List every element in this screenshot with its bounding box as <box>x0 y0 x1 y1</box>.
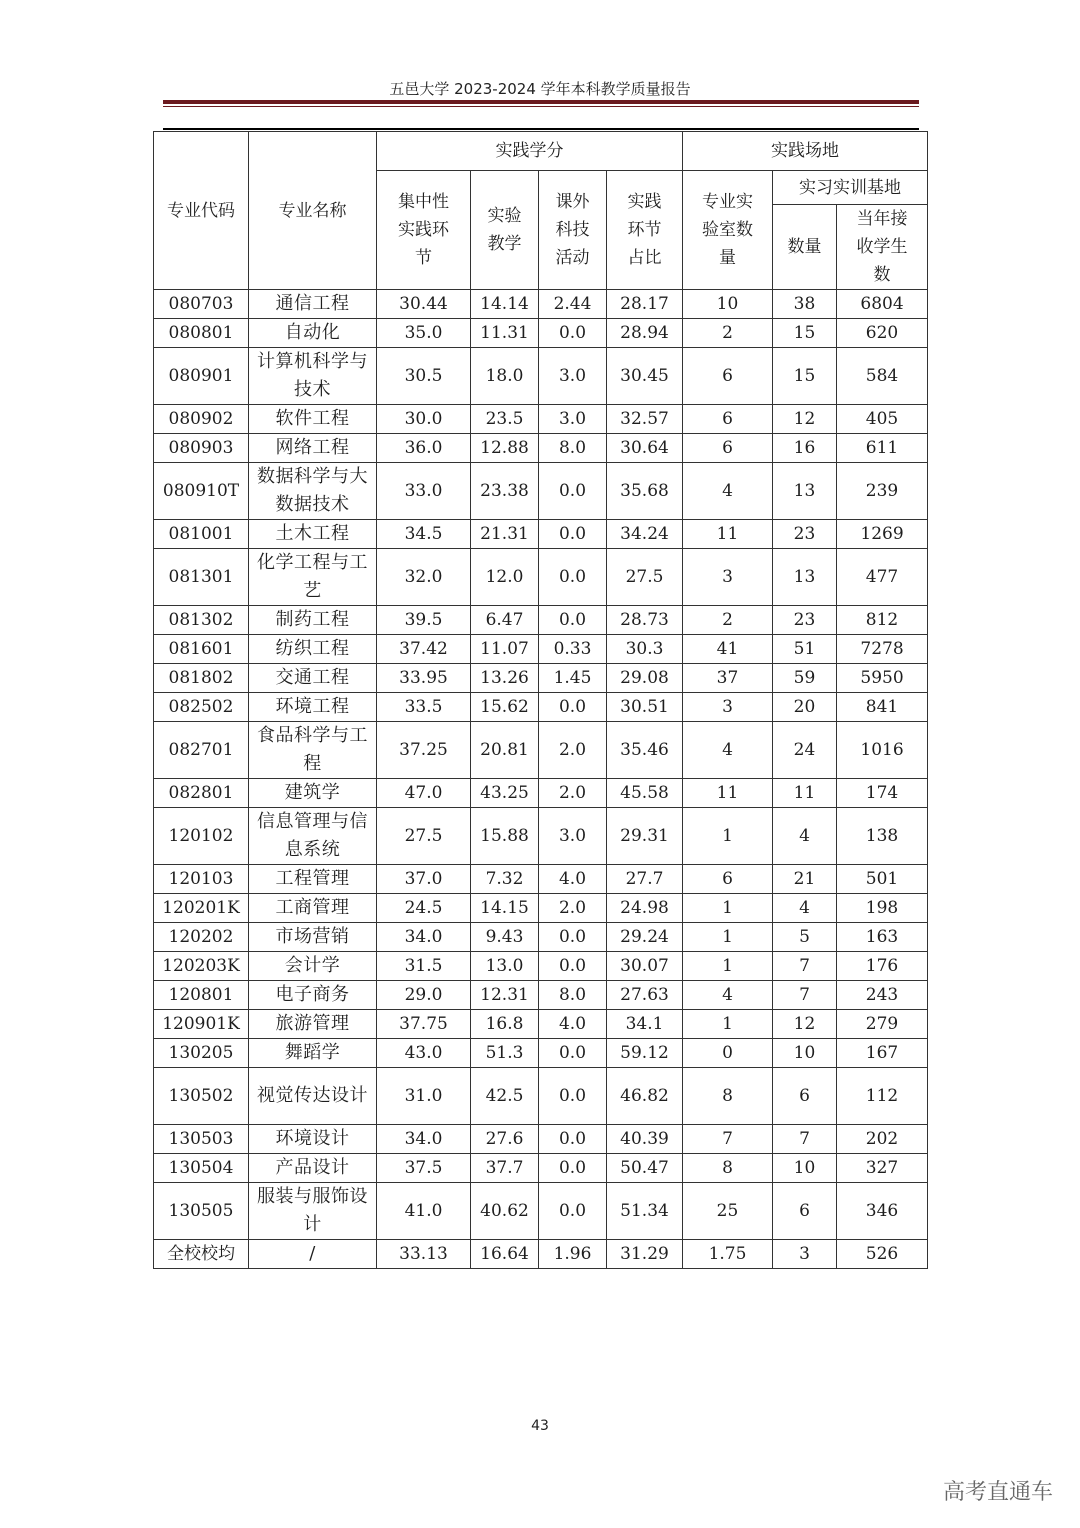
cell-code: 120202 <box>154 923 249 952</box>
cell-name: 环境设计 <box>249 1125 377 1154</box>
cell-ratio: 51.34 <box>607 1183 683 1240</box>
table-row <box>154 664 928 693</box>
cell-code: 120102 <box>154 808 249 865</box>
cell-experiment: 12.88 <box>471 434 539 463</box>
cell-ratio: 34.1 <box>607 1010 683 1039</box>
cell-labs: 7 <box>683 1125 773 1154</box>
table-row <box>154 290 928 319</box>
cell-name: 服装与服饰设计 <box>249 1183 377 1240</box>
cell-students: 611 <box>837 434 928 463</box>
cell-ratio: 40.39 <box>607 1125 683 1154</box>
cell-labs: 11 <box>683 779 773 808</box>
cell-extracurricular: 4.0 <box>539 865 607 894</box>
table-top-rule <box>163 128 919 130</box>
header-rule-thin <box>163 106 919 107</box>
cell-experiment: 42.5 <box>471 1068 539 1125</box>
cell-experiment: 40.62 <box>471 1183 539 1240</box>
cell-extracurricular: 2.44 <box>539 290 607 319</box>
cell-concentrated: 37.0 <box>377 865 471 894</box>
cell-name: 自动化 <box>249 319 377 348</box>
header-labs: 专业实验室数量 <box>683 171 773 290</box>
cell-labs: 2 <box>683 319 773 348</box>
cell-labs: 4 <box>683 463 773 520</box>
cell-extracurricular: 0.0 <box>539 693 607 722</box>
cell-code: 120201K <box>154 894 249 923</box>
cell-name: 旅游管理 <box>249 1010 377 1039</box>
table-body <box>154 290 928 1269</box>
cell-experiment: 14.14 <box>471 290 539 319</box>
cell-bases: 4 <box>773 808 837 865</box>
cell-labs: 1 <box>683 808 773 865</box>
cell-bases: 7 <box>773 1125 837 1154</box>
cell-ratio: 29.31 <box>607 808 683 865</box>
header-rule-thick <box>163 100 919 104</box>
cell-bases: 15 <box>773 348 837 405</box>
header-experiment: 实验教学 <box>471 171 539 290</box>
cell-experiment: 21.31 <box>471 520 539 549</box>
cell-students: 812 <box>837 606 928 635</box>
cell-concentrated: 31.5 <box>377 952 471 981</box>
cell-name: 视觉传达设计 <box>249 1068 377 1125</box>
cell-extracurricular: 1.96 <box>539 1240 607 1269</box>
cell-ratio: 32.57 <box>607 405 683 434</box>
cell-code: 080703 <box>154 290 249 319</box>
cell-concentrated: 34.0 <box>377 923 471 952</box>
cell-experiment: 12.31 <box>471 981 539 1010</box>
watermark-text: 高考直通车 <box>942 1480 1053 1505</box>
cell-concentrated: 34.5 <box>377 520 471 549</box>
cell-code: 081802 <box>154 664 249 693</box>
cell-code: 130503 <box>154 1125 249 1154</box>
cell-ratio: 59.12 <box>607 1039 683 1068</box>
cell-bases: 20 <box>773 693 837 722</box>
cell-name: 交通工程 <box>249 664 377 693</box>
cell-students: 239 <box>837 463 928 520</box>
cell-ratio: 27.7 <box>607 865 683 894</box>
cell-experiment: 9.43 <box>471 923 539 952</box>
cell-code: 130505 <box>154 1183 249 1240</box>
cell-bases: 7 <box>773 952 837 981</box>
header-concentrated: 集中性实践环节 <box>377 171 471 290</box>
cell-name: 产品设计 <box>249 1154 377 1183</box>
practice-table <box>153 131 928 1269</box>
cell-concentrated: 33.5 <box>377 693 471 722</box>
cell-extracurricular: 2.0 <box>539 722 607 779</box>
table-row <box>154 348 928 405</box>
cell-name: 建筑学 <box>249 779 377 808</box>
cell-ratio: 30.64 <box>607 434 683 463</box>
cell-concentrated: 30.0 <box>377 405 471 434</box>
cell-code: 081601 <box>154 635 249 664</box>
cell-code: 120901K <box>154 1010 249 1039</box>
cell-concentrated: 32.0 <box>377 549 471 606</box>
cell-concentrated: 31.0 <box>377 1068 471 1125</box>
table-row <box>154 779 928 808</box>
cell-experiment: 43.25 <box>471 779 539 808</box>
cell-experiment: 27.6 <box>471 1125 539 1154</box>
table-row <box>154 405 928 434</box>
cell-ratio: 34.24 <box>607 520 683 549</box>
cell-labs: 1 <box>683 894 773 923</box>
cell-labs: 4 <box>683 722 773 779</box>
cell-extracurricular: 2.0 <box>539 894 607 923</box>
cell-ratio: 29.24 <box>607 923 683 952</box>
table-row <box>154 520 928 549</box>
cell-students: 1016 <box>837 722 928 779</box>
table-row <box>154 1010 928 1039</box>
table-header <box>154 132 928 290</box>
table-row <box>154 981 928 1010</box>
cell-students: 584 <box>837 348 928 405</box>
header-name: 专业名称 <box>249 132 377 290</box>
cell-concentrated: 33.0 <box>377 463 471 520</box>
cell-experiment: 20.81 <box>471 722 539 779</box>
cell-students: 620 <box>837 319 928 348</box>
cell-concentrated: 24.5 <box>377 894 471 923</box>
cell-bases: 5 <box>773 923 837 952</box>
cell-ratio: 31.29 <box>607 1240 683 1269</box>
cell-code: 082801 <box>154 779 249 808</box>
cell-ratio: 50.47 <box>607 1154 683 1183</box>
table-row <box>154 1154 928 1183</box>
cell-students: 405 <box>837 405 928 434</box>
table-row <box>154 606 928 635</box>
cell-code: 120801 <box>154 981 249 1010</box>
header-code: 专业代码 <box>154 132 249 290</box>
cell-students: 501 <box>837 865 928 894</box>
cell-concentrated: 37.75 <box>377 1010 471 1039</box>
cell-students: 243 <box>837 981 928 1010</box>
table-row <box>154 952 928 981</box>
cell-bases: 10 <box>773 1154 837 1183</box>
cell-labs: 1 <box>683 923 773 952</box>
cell-experiment: 6.47 <box>471 606 539 635</box>
cell-name: 舞蹈学 <box>249 1039 377 1068</box>
cell-code: 081001 <box>154 520 249 549</box>
cell-concentrated: 33.13 <box>377 1240 471 1269</box>
cell-ratio: 27.63 <box>607 981 683 1010</box>
cell-ratio: 27.5 <box>607 549 683 606</box>
cell-name: 软件工程 <box>249 405 377 434</box>
cell-code: 081301 <box>154 549 249 606</box>
table-row <box>154 1183 928 1240</box>
cell-students: 1269 <box>837 520 928 549</box>
cell-students: 327 <box>837 1154 928 1183</box>
cell-code: 130502 <box>154 1068 249 1125</box>
cell-ratio: 28.73 <box>607 606 683 635</box>
cell-bases: 13 <box>773 463 837 520</box>
cell-extracurricular: 2.0 <box>539 779 607 808</box>
cell-name: 通信工程 <box>249 290 377 319</box>
cell-students: 346 <box>837 1183 928 1240</box>
cell-labs: 6 <box>683 865 773 894</box>
cell-extracurricular: 3.0 <box>539 348 607 405</box>
cell-students: 176 <box>837 952 928 981</box>
cell-concentrated: 36.0 <box>377 434 471 463</box>
cell-name: 工程管理 <box>249 865 377 894</box>
cell-ratio: 30.3 <box>607 635 683 664</box>
cell-code: 080903 <box>154 434 249 463</box>
cell-students: 5950 <box>837 664 928 693</box>
cell-ratio: 30.51 <box>607 693 683 722</box>
cell-labs: 6 <box>683 434 773 463</box>
cell-name: 土木工程 <box>249 520 377 549</box>
cell-bases: 6 <box>773 1068 837 1125</box>
cell-experiment: 12.0 <box>471 549 539 606</box>
cell-labs: 2 <box>683 606 773 635</box>
header-extracurricular: 课外科技活动 <box>539 171 607 290</box>
cell-extracurricular: 8.0 <box>539 434 607 463</box>
cell-experiment: 15.62 <box>471 693 539 722</box>
cell-extracurricular: 0.0 <box>539 463 607 520</box>
cell-concentrated: 37.5 <box>377 1154 471 1183</box>
cell-extracurricular: 0.0 <box>539 549 607 606</box>
cell-extracurricular: 3.0 <box>539 808 607 865</box>
cell-ratio: 28.94 <box>607 319 683 348</box>
cell-name: 环境工程 <box>249 693 377 722</box>
cell-extracurricular: 0.0 <box>539 1154 607 1183</box>
cell-bases: 51 <box>773 635 837 664</box>
cell-code: 130504 <box>154 1154 249 1183</box>
cell-code: 080902 <box>154 405 249 434</box>
cell-name: 会计学 <box>249 952 377 981</box>
cell-labs: 1.75 <box>683 1240 773 1269</box>
table-row <box>154 693 928 722</box>
cell-ratio: 35.46 <box>607 722 683 779</box>
cell-name: 数据科学与大数据技术 <box>249 463 377 520</box>
cell-code: 081302 <box>154 606 249 635</box>
cell-bases: 21 <box>773 865 837 894</box>
cell-labs: 6 <box>683 405 773 434</box>
cell-name: 信息管理与信息系统 <box>249 808 377 865</box>
cell-name: 纺织工程 <box>249 635 377 664</box>
cell-students: 7278 <box>837 635 928 664</box>
cell-code: 080901 <box>154 348 249 405</box>
cell-extracurricular: 8.0 <box>539 981 607 1010</box>
cell-labs: 37 <box>683 664 773 693</box>
cell-labs: 41 <box>683 635 773 664</box>
cell-bases: 15 <box>773 319 837 348</box>
cell-bases: 10 <box>773 1039 837 1068</box>
cell-bases: 16 <box>773 434 837 463</box>
cell-code: 082701 <box>154 722 249 779</box>
table-row <box>154 722 928 779</box>
cell-experiment: 51.3 <box>471 1039 539 1068</box>
cell-bases: 3 <box>773 1240 837 1269</box>
cell-students: 202 <box>837 1125 928 1154</box>
cell-bases: 6 <box>773 1183 837 1240</box>
cell-code: 082502 <box>154 693 249 722</box>
cell-bases: 12 <box>773 405 837 434</box>
table-row <box>154 434 928 463</box>
table-row <box>154 319 928 348</box>
cell-name: 工商管理 <box>249 894 377 923</box>
cell-name: 计算机科学与技术 <box>249 348 377 405</box>
cell-bases: 12 <box>773 1010 837 1039</box>
cell-name: 制药工程 <box>249 606 377 635</box>
table-row <box>154 1240 928 1269</box>
cell-students: 174 <box>837 779 928 808</box>
cell-ratio: 28.17 <box>607 290 683 319</box>
cell-experiment: 18.0 <box>471 348 539 405</box>
cell-extracurricular: 4.0 <box>539 1010 607 1039</box>
cell-labs: 0 <box>683 1039 773 1068</box>
cell-extracurricular: 0.0 <box>539 952 607 981</box>
cell-bases: 23 <box>773 606 837 635</box>
cell-code: 120103 <box>154 865 249 894</box>
cell-concentrated: 30.5 <box>377 348 471 405</box>
cell-bases: 13 <box>773 549 837 606</box>
cell-labs: 10 <box>683 290 773 319</box>
cell-students: 112 <box>837 1068 928 1125</box>
cell-students: 477 <box>837 549 928 606</box>
cell-ratio: 24.98 <box>607 894 683 923</box>
cell-bases: 11 <box>773 779 837 808</box>
cell-experiment: 13.0 <box>471 952 539 981</box>
cell-concentrated: 35.0 <box>377 319 471 348</box>
header-bases-count: 数量 <box>773 205 837 290</box>
cell-labs: 4 <box>683 981 773 1010</box>
cell-bases: 59 <box>773 664 837 693</box>
cell-extracurricular: 0.0 <box>539 606 607 635</box>
cell-labs: 25 <box>683 1183 773 1240</box>
cell-bases: 23 <box>773 520 837 549</box>
header-credits-group: 实践学分 <box>377 132 683 171</box>
header-students: 当年接收学生数 <box>837 205 928 290</box>
cell-concentrated: 47.0 <box>377 779 471 808</box>
cell-extracurricular: 0.33 <box>539 635 607 664</box>
cell-extracurricular: 0.0 <box>539 1039 607 1068</box>
header-venues-group: 实践场地 <box>683 132 928 171</box>
cell-concentrated: 39.5 <box>377 606 471 635</box>
cell-experiment: 11.31 <box>471 319 539 348</box>
cell-students: 167 <box>837 1039 928 1068</box>
cell-experiment: 14.15 <box>471 894 539 923</box>
table-row <box>154 635 928 664</box>
table-row <box>154 923 928 952</box>
cell-name: 食品科学与工程 <box>249 722 377 779</box>
cell-labs: 1 <box>683 1010 773 1039</box>
cell-experiment: 23.5 <box>471 405 539 434</box>
cell-extracurricular: 0.0 <box>539 520 607 549</box>
page-header-title: 五邑大学 2023-2024 学年本科教学质量报告 <box>389 80 691 98</box>
cell-experiment: 16.64 <box>471 1240 539 1269</box>
cell-experiment: 7.32 <box>471 865 539 894</box>
cell-students: 138 <box>837 808 928 865</box>
cell-labs: 1 <box>683 952 773 981</box>
cell-name: 网络工程 <box>249 434 377 463</box>
cell-experiment: 37.7 <box>471 1154 539 1183</box>
cell-code: 120203K <box>154 952 249 981</box>
cell-concentrated: 41.0 <box>377 1183 471 1240</box>
cell-bases: 24 <box>773 722 837 779</box>
cell-concentrated: 27.5 <box>377 808 471 865</box>
cell-extracurricular: 0.0 <box>539 1183 607 1240</box>
cell-bases: 7 <box>773 981 837 1010</box>
cell-students: 279 <box>837 1010 928 1039</box>
cell-labs: 6 <box>683 348 773 405</box>
cell-ratio: 45.58 <box>607 779 683 808</box>
cell-labs: 8 <box>683 1068 773 1125</box>
cell-students: 6804 <box>837 290 928 319</box>
cell-concentrated: 33.95 <box>377 664 471 693</box>
cell-concentrated: 34.0 <box>377 1125 471 1154</box>
cell-name: / <box>249 1240 377 1269</box>
cell-experiment: 16.8 <box>471 1010 539 1039</box>
cell-ratio: 30.07 <box>607 952 683 981</box>
cell-code: 080910T <box>154 463 249 520</box>
cell-extracurricular: 0.0 <box>539 1125 607 1154</box>
cell-concentrated: 37.42 <box>377 635 471 664</box>
table-row <box>154 1068 928 1125</box>
cell-name: 电子商务 <box>249 981 377 1010</box>
cell-ratio: 30.45 <box>607 348 683 405</box>
cell-labs: 3 <box>683 693 773 722</box>
cell-ratio: 46.82 <box>607 1068 683 1125</box>
cell-extracurricular: 1.45 <box>539 664 607 693</box>
cell-bases: 4 <box>773 894 837 923</box>
cell-experiment: 13.26 <box>471 664 539 693</box>
cell-extracurricular: 0.0 <box>539 923 607 952</box>
cell-experiment: 23.38 <box>471 463 539 520</box>
table-row <box>154 1125 928 1154</box>
page-number: 43 <box>531 1418 549 1434</box>
cell-experiment: 11.07 <box>471 635 539 664</box>
table-row <box>154 1039 928 1068</box>
cell-bases: 38 <box>773 290 837 319</box>
table-row <box>154 549 928 606</box>
cell-code: 130205 <box>154 1039 249 1068</box>
cell-experiment: 15.88 <box>471 808 539 865</box>
cell-students: 163 <box>837 923 928 952</box>
cell-labs: 11 <box>683 520 773 549</box>
cell-concentrated: 29.0 <box>377 981 471 1010</box>
cell-code: 080801 <box>154 319 249 348</box>
cell-extracurricular: 3.0 <box>539 405 607 434</box>
table-row <box>154 463 928 520</box>
cell-concentrated: 37.25 <box>377 722 471 779</box>
cell-students: 526 <box>837 1240 928 1269</box>
cell-ratio: 35.68 <box>607 463 683 520</box>
cell-labs: 3 <box>683 549 773 606</box>
cell-extracurricular: 0.0 <box>539 1068 607 1125</box>
cell-code: 全校校均 <box>154 1240 249 1269</box>
cell-concentrated: 43.0 <box>377 1039 471 1068</box>
header-bases-group: 实习实训基地 <box>773 171 928 205</box>
cell-name: 化学工程与工艺 <box>249 549 377 606</box>
cell-ratio: 29.08 <box>607 664 683 693</box>
table-row <box>154 865 928 894</box>
cell-students: 198 <box>837 894 928 923</box>
cell-labs: 8 <box>683 1154 773 1183</box>
cell-extracurricular: 0.0 <box>539 319 607 348</box>
cell-students: 841 <box>837 693 928 722</box>
cell-name: 市场营销 <box>249 923 377 952</box>
table-row <box>154 808 928 865</box>
cell-concentrated: 30.44 <box>377 290 471 319</box>
header-ratio: 实践环节占比 <box>607 171 683 290</box>
table-row <box>154 894 928 923</box>
